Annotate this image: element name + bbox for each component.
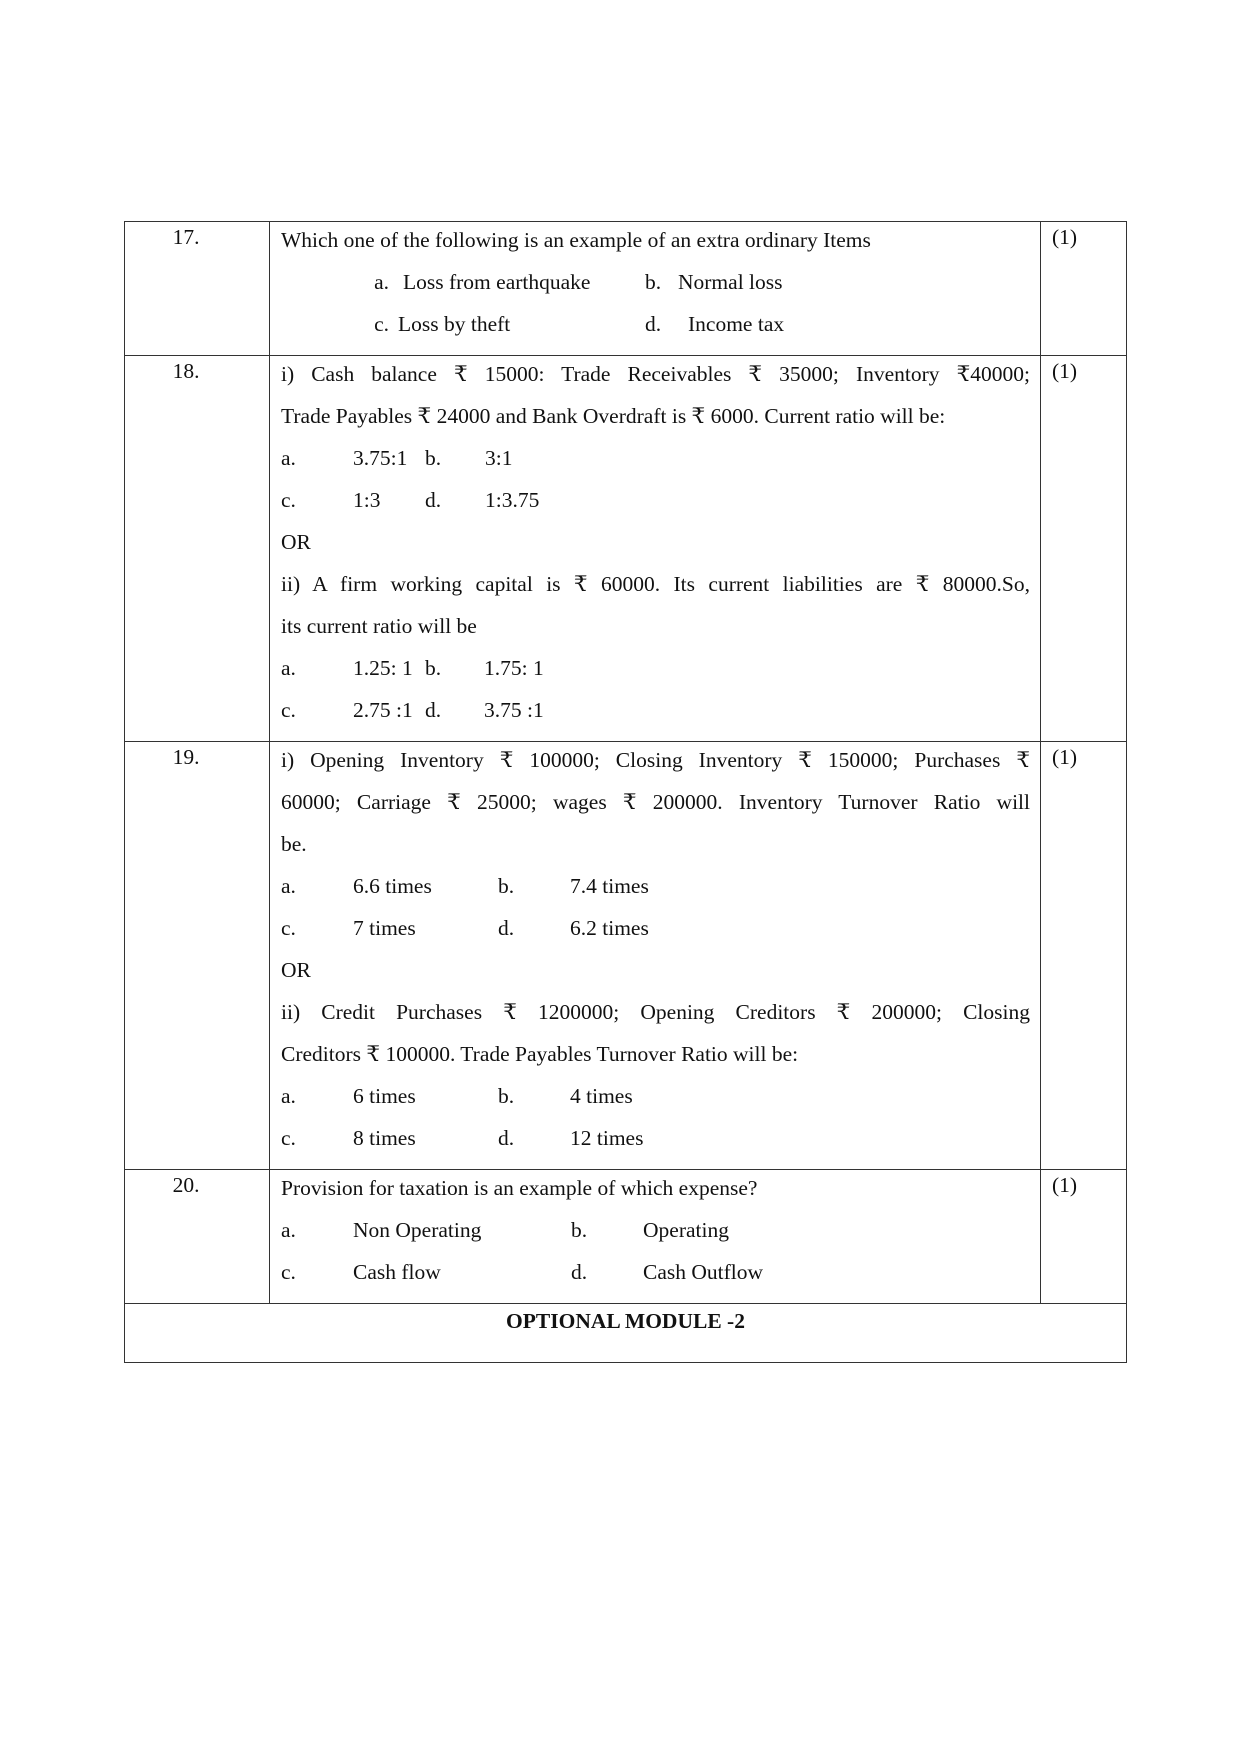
option-text: 12 times	[570, 1126, 644, 1150]
option-label: d.	[571, 1260, 588, 1284]
question-table	[124, 221, 1127, 1363]
question-text: 60000; Carriage ₹ 25000; wages ₹ 200000. Inventory Turnover Ratio will	[281, 790, 1030, 814]
option-label: b.	[571, 1218, 588, 1242]
question-text: Which one of the following is an example of an extra ordinary Items	[281, 228, 871, 252]
option-label: b.	[645, 270, 662, 294]
option-row	[281, 1215, 1030, 1257]
question-marks: (1)	[1052, 745, 1078, 769]
option-text: Operating	[643, 1218, 729, 1242]
question-text: Provision for taxation is an example of which expense?	[281, 1176, 758, 1200]
question-text: ii) A firm working capital is ₹ 60000. Its current liabilities are ₹ 80000.So,	[281, 572, 1030, 596]
option-label: c.	[281, 1126, 296, 1150]
option-text: 4 times	[570, 1084, 633, 1108]
option-row	[281, 871, 1030, 913]
option-label: a.	[281, 656, 296, 680]
option-text: Income tax	[688, 312, 785, 336]
option-label: a.	[281, 1218, 296, 1242]
question-marks: (1)	[1052, 225, 1078, 249]
question-number: 20.	[125, 1170, 270, 1303]
option-text: Cash Outflow	[643, 1260, 764, 1284]
option-text: 1.75: 1	[484, 656, 544, 680]
option-text: 3:1	[485, 446, 513, 470]
question-number: 17.	[125, 222, 270, 355]
option-text: 1:3.75	[485, 488, 540, 512]
option-label: d.	[645, 312, 662, 336]
option-text: 3.75:1	[353, 446, 408, 470]
option-label: d.	[425, 488, 442, 512]
question-text: ii) Credit Purchases ₹ 1200000; Opening Creditors ₹ 200000; Closing	[281, 1000, 1030, 1024]
question-text: i) Cash balance ₹ 15000: Trade Receivables ₹ 35000; Inventory ₹40000;	[281, 362, 1030, 386]
question-marks: (1)	[1052, 359, 1078, 383]
option-label: d.	[498, 916, 515, 940]
option-row	[281, 1081, 1030, 1123]
question-body	[270, 1170, 1041, 1303]
option-label: a.	[281, 1084, 296, 1108]
option-text: 8 times	[353, 1126, 416, 1150]
question-row-19	[125, 742, 1126, 1170]
option-text: Normal loss	[678, 270, 783, 294]
option-text: 2.75 :1	[353, 698, 413, 722]
question-row-17	[125, 222, 1126, 356]
question-body	[270, 356, 1041, 741]
option-text: Non Operating	[353, 1218, 482, 1242]
option-row	[281, 695, 1030, 737]
option-label: b.	[498, 1084, 515, 1108]
question-text: be.	[281, 832, 307, 856]
question-body	[270, 222, 1041, 355]
option-label: b.	[425, 656, 442, 680]
option-row	[281, 653, 1030, 695]
option-label: a.	[281, 446, 296, 470]
option-row	[281, 913, 1030, 955]
question-text: Creditors ₹ 100000. Trade Payables Turnover Ratio will be:	[281, 1042, 799, 1066]
or-label: OR	[281, 530, 311, 554]
option-label: b.	[425, 446, 442, 470]
option-label: a.	[281, 874, 296, 898]
option-row	[281, 1257, 1030, 1291]
or-label: OR	[281, 958, 311, 982]
question-number: 18.	[125, 356, 270, 741]
option-text: 1:3	[353, 488, 381, 512]
option-row	[281, 309, 1030, 351]
option-label: c.	[374, 312, 389, 336]
question-text: Trade Payables ₹ 24000 and Bank Overdraft is ₹ 6000. Current ratio will be:	[281, 404, 946, 428]
option-text: 7 times	[353, 916, 416, 940]
option-label: d.	[425, 698, 442, 722]
option-text: 6.2 times	[570, 916, 649, 940]
option-label: b.	[498, 874, 515, 898]
option-text: 1.25: 1	[353, 656, 413, 680]
option-row	[281, 1123, 1030, 1165]
option-row	[281, 443, 1030, 485]
option-text: Loss from earthquake	[403, 270, 591, 294]
option-row	[281, 485, 1030, 527]
option-text: 6 times	[353, 1084, 416, 1108]
option-label: a.	[374, 270, 389, 294]
option-label: c.	[281, 916, 296, 940]
option-text: 6.6 times	[353, 874, 432, 898]
option-text: Loss by theft	[398, 312, 511, 336]
option-text: 7.4 times	[570, 874, 649, 898]
question-row-18	[125, 356, 1126, 742]
question-number: 19.	[125, 742, 270, 1169]
question-row-20	[125, 1170, 1126, 1304]
option-text: Cash flow	[353, 1260, 441, 1284]
question-text: its current ratio will be	[281, 614, 477, 638]
option-label: c.	[281, 698, 296, 722]
option-row	[281, 267, 1030, 309]
option-label: c.	[281, 488, 296, 512]
option-label: d.	[498, 1126, 515, 1150]
option-text: 3.75 :1	[484, 698, 544, 722]
option-label: c.	[281, 1260, 296, 1284]
question-body	[270, 742, 1041, 1169]
question-text: i) Opening Inventory ₹ 100000; Closing Inventory ₹ 150000; Purchases ₹	[281, 748, 1030, 772]
section-heading: OPTIONAL MODULE -2	[506, 1309, 745, 1333]
question-marks: (1)	[1052, 1173, 1078, 1197]
